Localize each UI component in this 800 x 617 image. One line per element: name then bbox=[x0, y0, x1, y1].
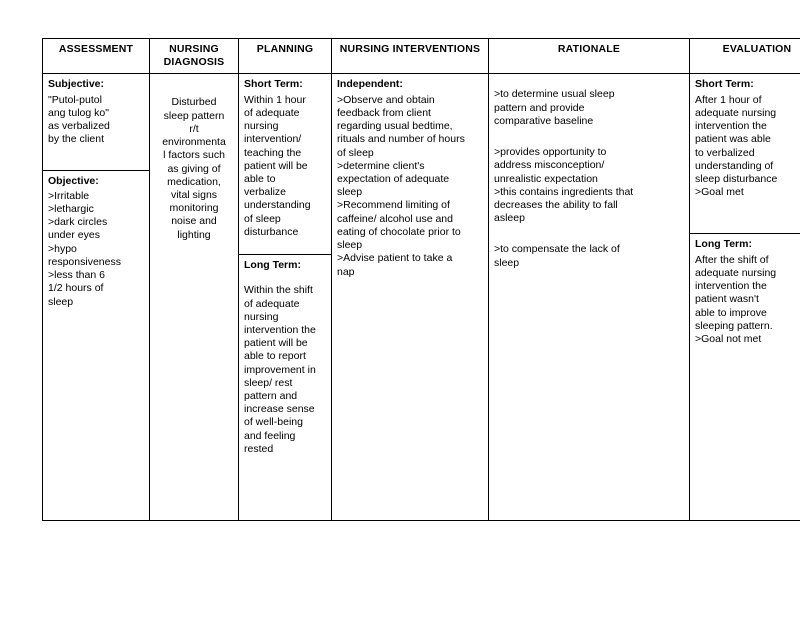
evaluation-short-term-line: sleep disturbance bbox=[695, 172, 778, 185]
cell-evaluation bbox=[690, 74, 800, 521]
planning-long-term-line: and feeling bbox=[244, 429, 296, 442]
cell-planning bbox=[239, 74, 332, 521]
evaluation-long-term-block bbox=[690, 233, 800, 351]
intervention-line: caffeine/ alcohol use and bbox=[337, 212, 453, 225]
header-evaluation: EVALUATION bbox=[690, 39, 800, 74]
evaluation-short-term-label: Short Term: bbox=[695, 78, 754, 91]
planning-short-term-line: understanding bbox=[244, 199, 311, 212]
planning-short-term-line: nursing bbox=[244, 120, 279, 133]
objective-line: >dark circles bbox=[48, 216, 108, 229]
evaluation-long-term-line: able to improve bbox=[695, 306, 767, 319]
planning-short-term-line: patient will be bbox=[244, 159, 308, 172]
rationale-line: unrealistic expectation bbox=[494, 172, 598, 185]
subjective-line: "Putol-putol bbox=[48, 93, 102, 106]
subjective-label: Subjective: bbox=[48, 78, 105, 91]
planning-short-term-line: verbalize bbox=[244, 186, 287, 199]
evaluation-short-term-line: adequate nursing bbox=[695, 106, 777, 119]
assessment-objective-block bbox=[43, 170, 149, 314]
independent-label: Independent: bbox=[337, 78, 403, 91]
cell-rationale bbox=[489, 74, 690, 521]
diagnosis-line: l factors such bbox=[163, 149, 225, 162]
diagnosis-line: Disturbed bbox=[171, 96, 217, 109]
evaluation-short-term-line: patient was able bbox=[695, 133, 771, 146]
diagnosis-line: sleep pattern bbox=[163, 109, 225, 122]
rationale-line: >to determine usual sleep bbox=[494, 88, 615, 101]
diagnosis-line: monitoring bbox=[169, 202, 219, 215]
intervention-line: sleep bbox=[337, 239, 363, 252]
intervention-line: sleep bbox=[337, 186, 363, 199]
header-planning: PLANNING bbox=[239, 39, 332, 74]
planning-long-term-line: rested bbox=[244, 442, 274, 455]
intervention-line: regarding usual bedtime, bbox=[337, 120, 453, 133]
rationale-line: decreases the ability to fall bbox=[494, 198, 618, 211]
planning-short-term-line: Within 1 hour bbox=[244, 93, 306, 106]
planning-short-term-block bbox=[239, 74, 331, 254]
planning-short-term-line: disturbance bbox=[244, 225, 299, 238]
header-nursing-interventions: NURSING INTERVENTIONS bbox=[332, 39, 489, 74]
intervention-line: feedback from client bbox=[337, 106, 431, 119]
evaluation-short-term-line: to verbalized bbox=[695, 146, 755, 159]
spacer bbox=[494, 78, 684, 88]
planning-long-term-line: nursing bbox=[244, 310, 279, 323]
intervention-line: of sleep bbox=[337, 146, 374, 159]
rationale-line: asleep bbox=[494, 212, 525, 225]
diagnosis-line: environmenta bbox=[162, 136, 226, 149]
subjective-line: as verbalized bbox=[48, 120, 110, 133]
evaluation-long-term-line: intervention the bbox=[695, 280, 767, 293]
intervention-line: rituals and number of hours bbox=[337, 133, 465, 146]
rationale-line: >this contains ingredients that bbox=[494, 185, 634, 198]
objective-line: >less than 6 bbox=[48, 269, 105, 282]
objective-line: sleep bbox=[48, 295, 74, 308]
evaluation-short-term-line: >Goal met bbox=[695, 186, 744, 199]
table-header-row bbox=[43, 39, 800, 74]
objective-line: >hypo bbox=[48, 242, 77, 255]
assessment-subjective-block bbox=[43, 74, 149, 169]
planning-long-term-line: improvement in bbox=[244, 363, 316, 376]
header-assessment: ASSESSMENT bbox=[43, 39, 150, 74]
evaluation-long-term-line: >Goal not met bbox=[695, 332, 762, 345]
planning-short-term-line: of adequate bbox=[244, 106, 300, 119]
diagnosis-line: as giving of bbox=[167, 162, 221, 175]
planning-short-term-line: intervention/ bbox=[244, 133, 302, 146]
diagnosis-line: r/t bbox=[189, 122, 199, 135]
objective-label: Objective: bbox=[48, 174, 99, 187]
planning-long-term-line: patient will be bbox=[244, 337, 308, 350]
diagnosis-line: noise and bbox=[171, 215, 217, 228]
planning-long-term-label: Long Term: bbox=[244, 259, 301, 272]
cell-nursing-diagnosis bbox=[150, 74, 239, 521]
rationale-line: address misconception/ bbox=[494, 159, 605, 172]
diagnosis-line: lighting bbox=[177, 228, 211, 241]
rationale-line: >provides opportunity to bbox=[494, 146, 607, 159]
rationale-line: sleep bbox=[494, 256, 520, 269]
objective-line: >lethargic bbox=[48, 202, 94, 215]
intervention-line: expectation of adequate bbox=[337, 172, 450, 185]
intervention-line: >determine client's bbox=[337, 159, 425, 172]
spacer bbox=[494, 128, 684, 146]
intervention-line: >Recommend limiting of bbox=[337, 199, 450, 212]
objective-line: under eyes bbox=[48, 229, 100, 242]
objective-line: 1/2 hours of bbox=[48, 282, 104, 295]
evaluation-short-term-block bbox=[690, 74, 800, 233]
header-rationale: RATIONALE bbox=[489, 39, 690, 74]
subjective-line: ang tulog ko" bbox=[48, 106, 109, 119]
cell-assessment bbox=[43, 74, 150, 521]
planning-long-term-line: of well-being bbox=[244, 416, 303, 429]
objective-line: >Irritable bbox=[48, 189, 90, 202]
planning-long-term-line: able to report bbox=[244, 350, 306, 363]
evaluation-short-term-line: understanding of bbox=[695, 159, 774, 172]
planning-short-term-label: Short Term: bbox=[244, 78, 303, 91]
intervention-line: nap bbox=[337, 265, 355, 278]
rationale-line: >to compensate the lack of bbox=[494, 243, 620, 256]
spacer bbox=[494, 225, 684, 243]
nursing-care-plan-table bbox=[42, 38, 800, 521]
evaluation-short-term-line: intervention the bbox=[695, 120, 767, 133]
header-nursing-diagnosis: NURSING DIAGNOSIS bbox=[150, 39, 239, 74]
spacer bbox=[244, 274, 326, 284]
objective-line: responsiveness bbox=[48, 255, 121, 268]
planning-long-term-line: of adequate bbox=[244, 297, 300, 310]
planning-long-term-line: sleep/ rest bbox=[244, 376, 293, 389]
planning-long-term-line: intervention the bbox=[244, 323, 316, 336]
intervention-line: >Observe and obtain bbox=[337, 93, 435, 106]
planning-long-term-block bbox=[239, 254, 331, 461]
planning-short-term-line: of sleep bbox=[244, 212, 281, 225]
planning-short-term-line: able to bbox=[244, 172, 276, 185]
planning-long-term-line: pattern and bbox=[244, 390, 298, 403]
evaluation-long-term-line: patient wasn't bbox=[695, 293, 759, 306]
subjective-line: by the client bbox=[48, 133, 105, 146]
evaluation-long-term-line: sleeping pattern. bbox=[695, 319, 773, 332]
diagnosis-line: medication, bbox=[167, 175, 221, 188]
cell-nursing-interventions bbox=[332, 74, 489, 521]
rationale-line: comparative baseline bbox=[494, 114, 594, 127]
spacer bbox=[48, 147, 144, 165]
rationale-line: pattern and provide bbox=[494, 101, 585, 114]
evaluation-short-term-line: After 1 hour of bbox=[695, 93, 762, 106]
planning-short-term-line: teaching the bbox=[244, 146, 302, 159]
diagnosis-line: vital signs bbox=[170, 188, 218, 201]
evaluation-long-term-line: adequate nursing bbox=[695, 266, 777, 279]
evaluation-long-term-line: After the shift of bbox=[695, 253, 769, 266]
spacer bbox=[244, 239, 326, 249]
planning-long-term-line: Within the shift bbox=[244, 284, 313, 297]
planning-long-term-line: increase sense bbox=[244, 403, 315, 416]
intervention-line: >Advise patient to take a bbox=[337, 252, 453, 265]
intervention-line: eating of chocolate prior to bbox=[337, 225, 461, 238]
evaluation-long-term-label: Long Term: bbox=[695, 238, 752, 251]
